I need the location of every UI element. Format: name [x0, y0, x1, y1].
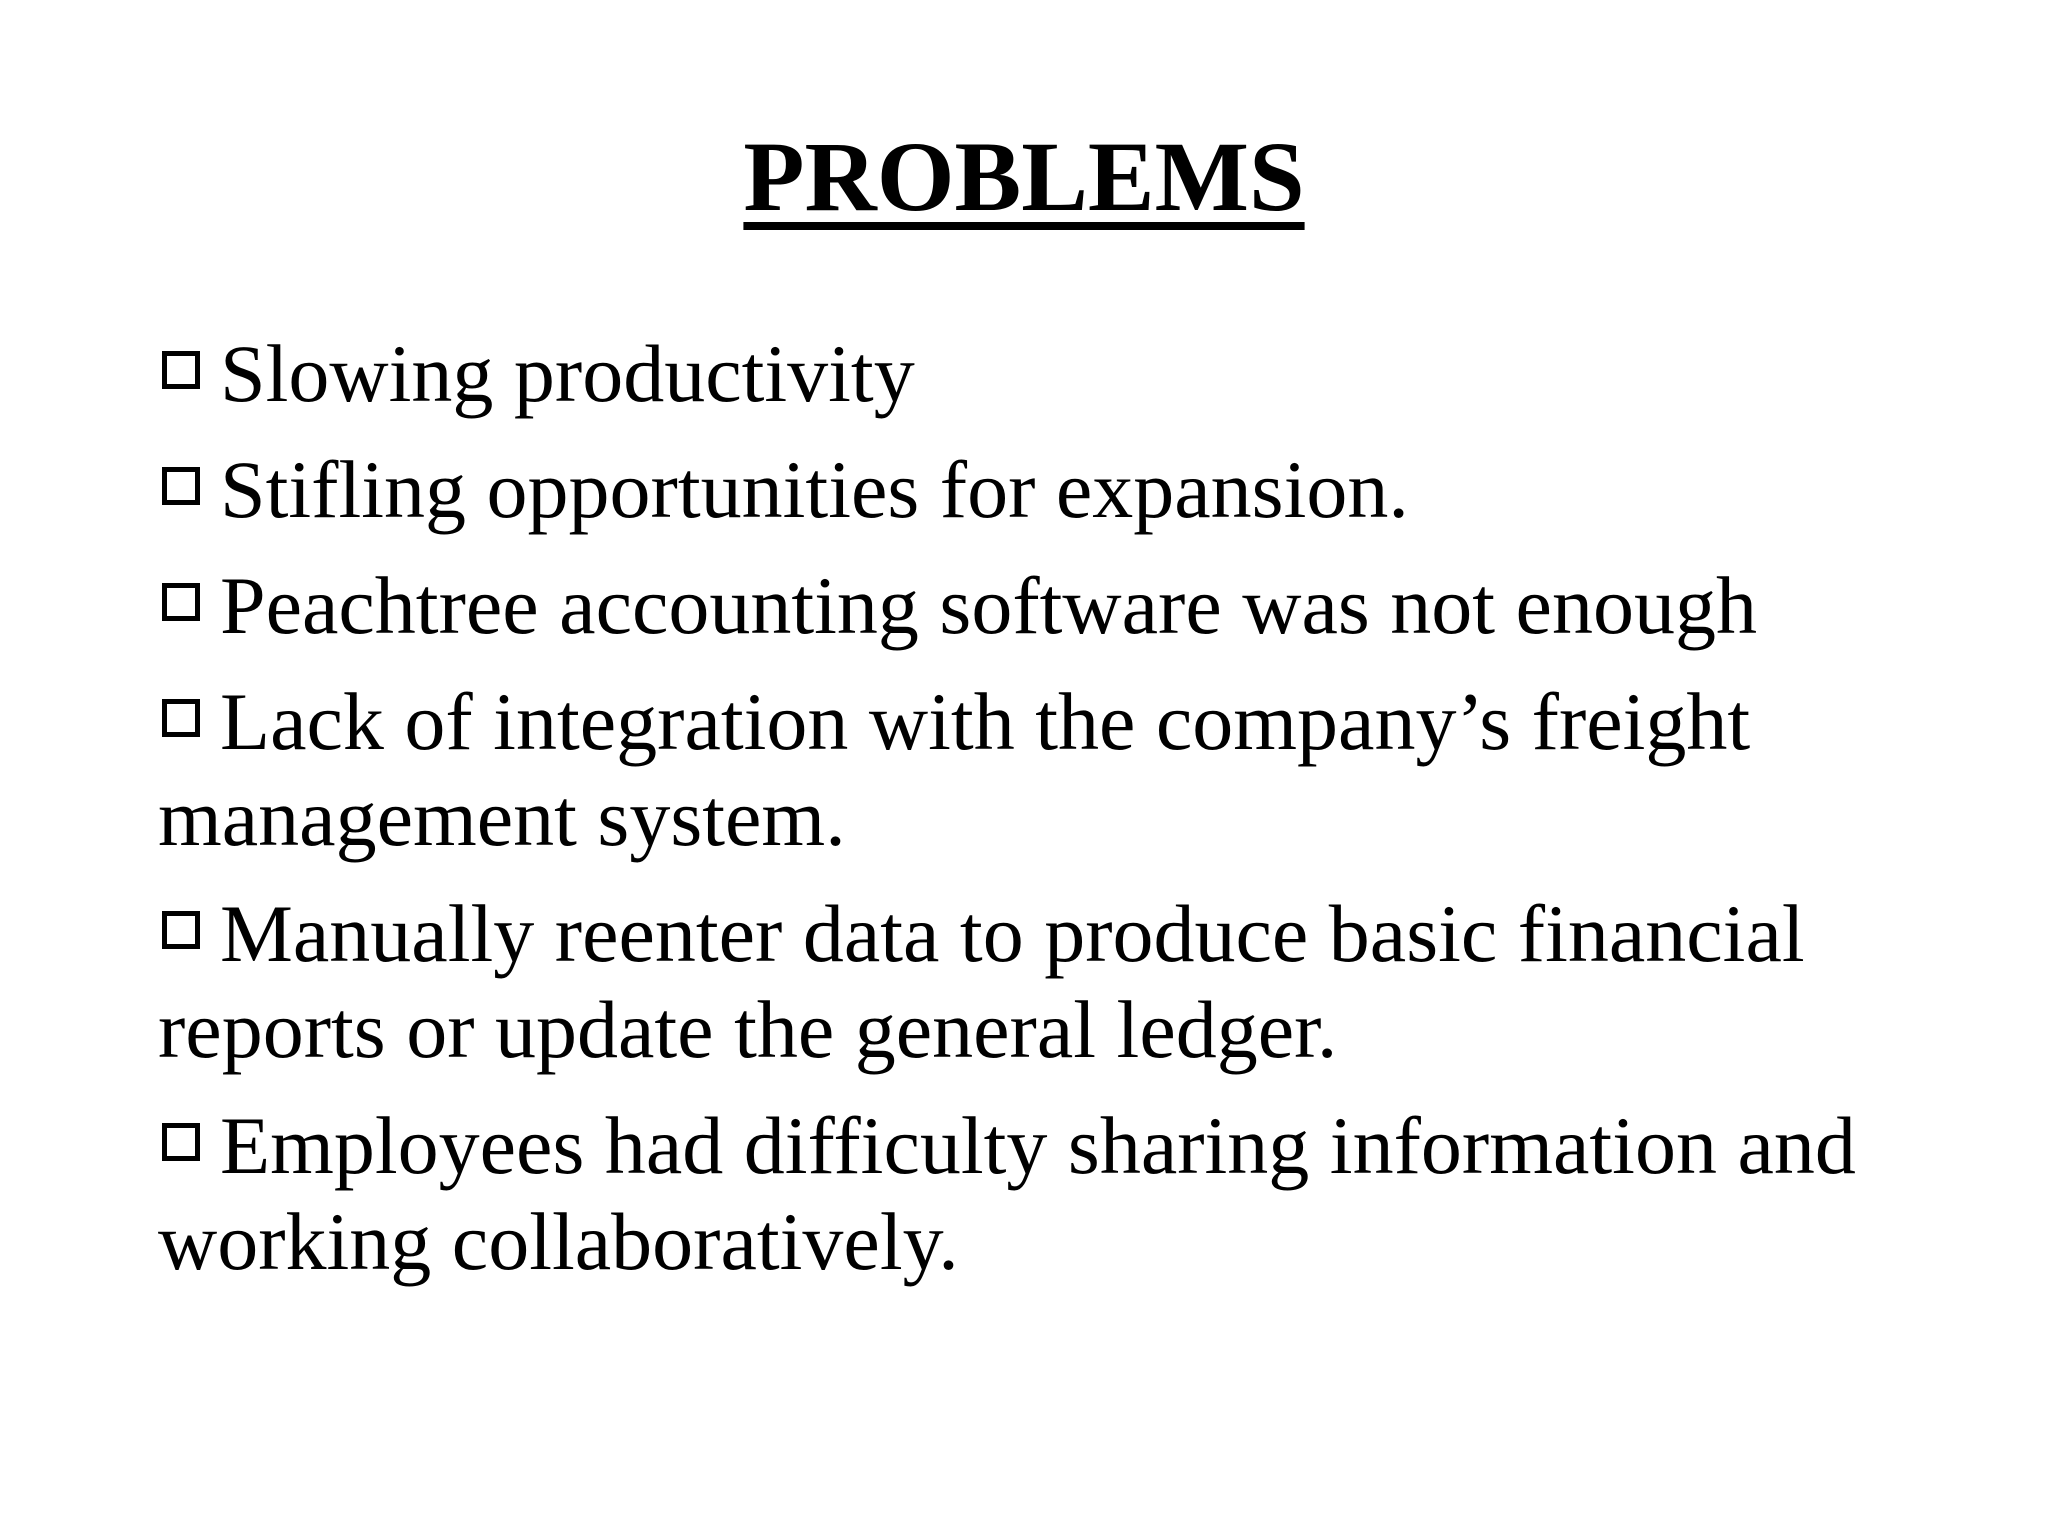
slide-title	[0, 112, 2048, 242]
bullet-text: Employees had difficulty sharing information and working collaboratively.	[158, 1100, 1856, 1287]
bullet-text: Lack of integration with the company’s freight management system.	[158, 676, 1751, 863]
bullet-item	[158, 886, 1958, 1078]
bullet-item	[158, 558, 1958, 654]
bullet-item	[158, 674, 1958, 866]
bullet-item	[158, 326, 1958, 422]
bullet-text: Slowing productivity	[220, 328, 915, 419]
bullet-item	[158, 442, 1958, 538]
bullet-text: Stifling opportunities for expansion.	[220, 444, 1409, 535]
square-checkbox-icon	[158, 351, 208, 401]
square-checkbox-icon	[158, 699, 208, 749]
square-checkbox-icon	[158, 467, 208, 517]
square-checkbox-icon	[158, 1123, 208, 1173]
bullet-item	[158, 1098, 1958, 1290]
bullet-list	[158, 326, 1958, 1310]
slide-title-text: PROBLEMS	[743, 121, 1305, 232]
square-checkbox-icon	[158, 583, 208, 633]
bullet-text: Manually reenter data to produce basic financial reports or update the general ledger.	[158, 888, 1805, 1075]
bullet-text: Peachtree accounting software was not enough	[220, 560, 1757, 651]
square-checkbox-icon	[158, 911, 208, 961]
